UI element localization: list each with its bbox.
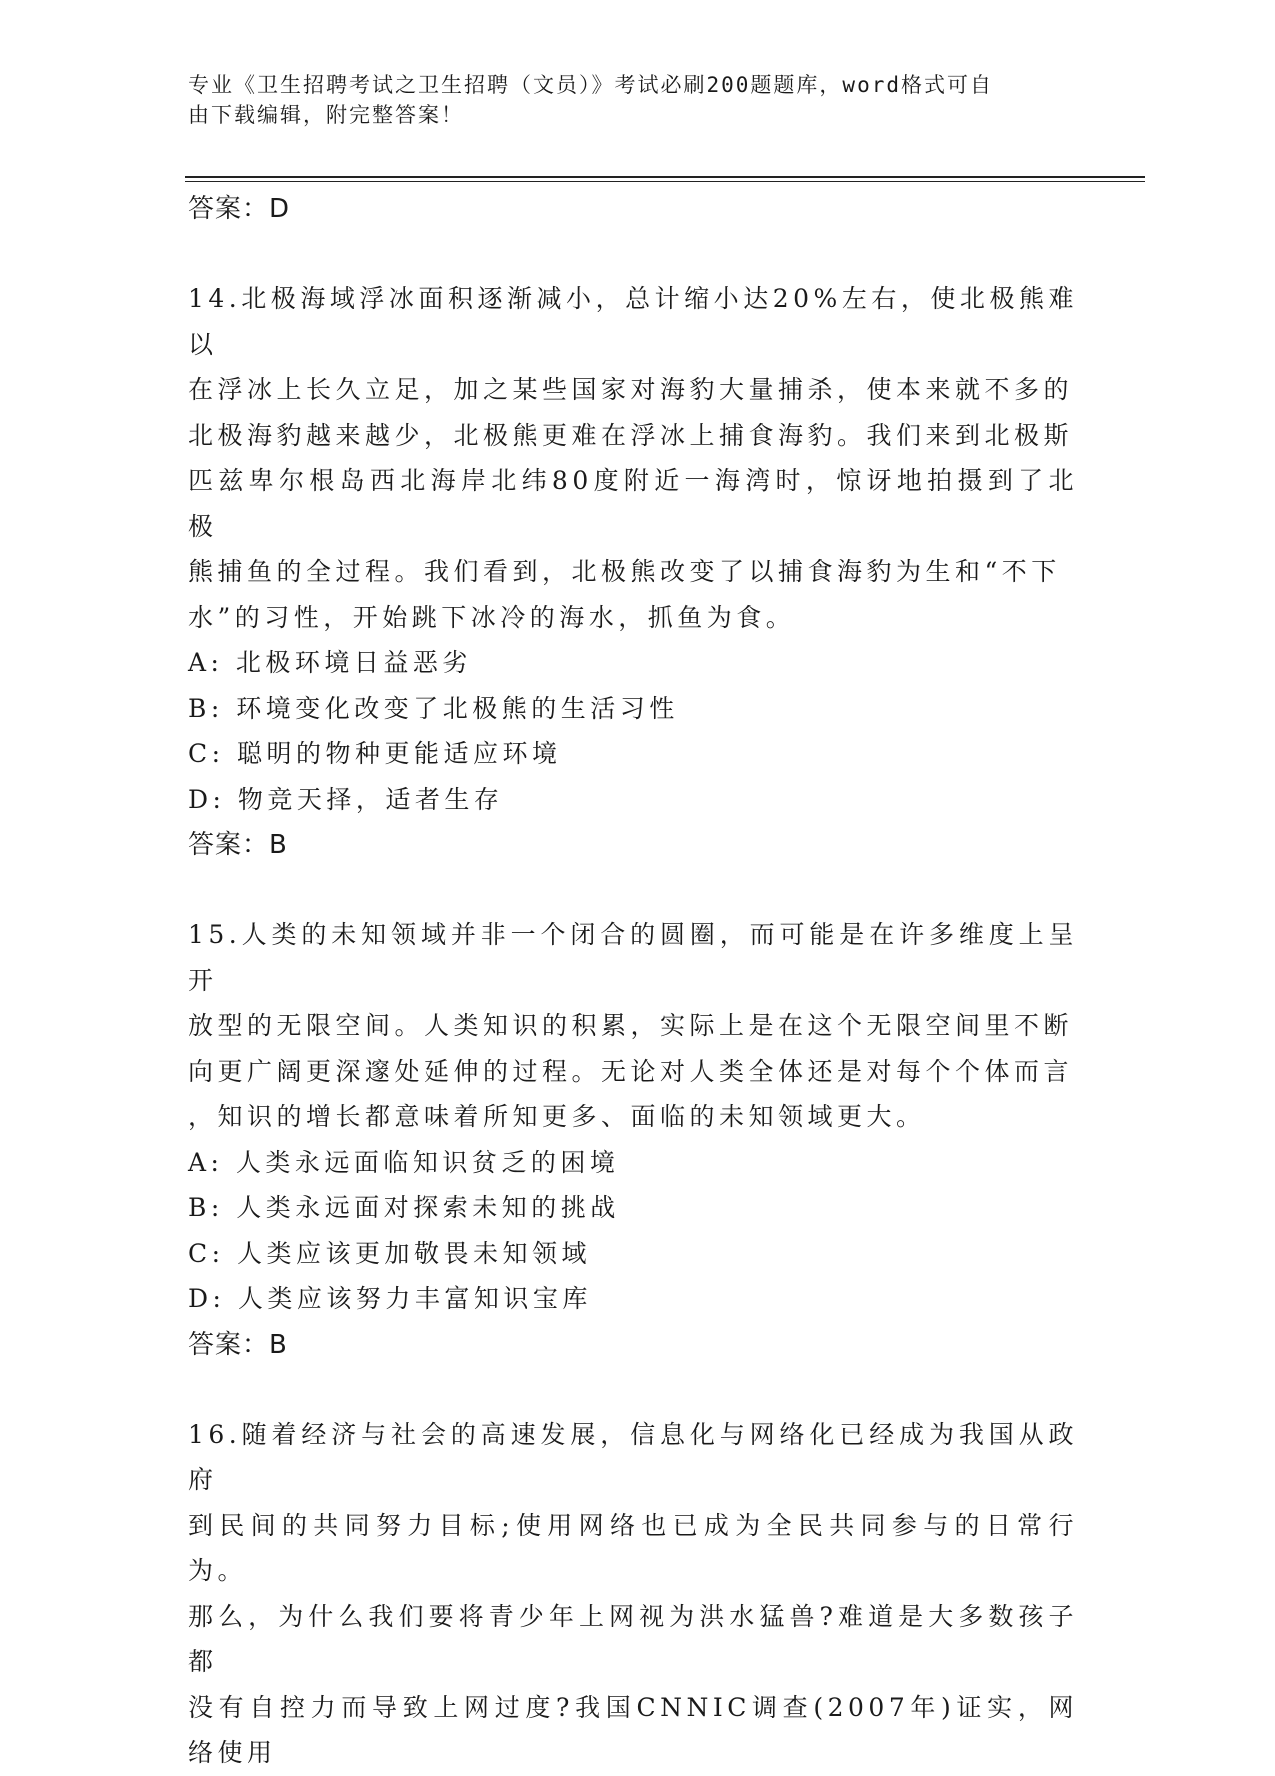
option-b: B: 人类永远面对探索未知的挑战 — [188, 1193, 620, 1222]
option-a: A: 人类永远面临知识贫乏的困境 — [188, 1147, 620, 1177]
stem-line: 在浮冰上长久立足，加之某些国家对海豹大量捕杀，使本来就不多的 — [188, 375, 1074, 404]
header-rule-thin — [185, 181, 1145, 182]
previous-answer: 答案：D — [188, 194, 291, 224]
stem-line: 没有自控力而导致上网过度?我国CNNIC调查(2007年)证实，网络使用 — [188, 1692, 1078, 1767]
page-content — [188, 186, 1078, 1776]
question-15 — [188, 912, 1078, 1368]
stem-line: 15.人类的未知领域并非一个闭合的圆圈，而可能是在许多维度上呈开 — [188, 920, 1078, 995]
stem-line: 熊捕鱼的全过程。我们看到，北极熊改变了以捕食海豹为生和“不下 — [188, 557, 1061, 586]
stem-line: 水”的习性，开始跳下冰冷的海水，抓鱼为食。 — [188, 602, 796, 632]
header-line-2: 由下载编辑，附完整答案！ — [188, 103, 464, 127]
stem-line: 到民间的共同努力目标;使用网络也已成为全民共同参与的日常行为。 — [188, 1510, 1078, 1585]
option-b: B: 环境变化改变了北极熊的生活习性 — [188, 693, 679, 723]
option-d: D: 物竞天择，适者生存 — [188, 784, 504, 814]
stem-line: 那么，为什么我们要将青少年上网视为洪水猛兽?难道是大多数孩子都 — [188, 1601, 1078, 1676]
option-a: A: 北极环境日益恶劣 — [188, 648, 472, 677]
stem-line: 14.北极海域浮冰面积逐渐减小，总计缩小达20%左右，使北极熊难以 — [188, 284, 1078, 359]
header-line-1: 专业《卫生招聘考试之卫生招聘（文员）》考试必刷200题题库，word格式可自 — [188, 73, 993, 97]
answer-line: 答案：B — [188, 830, 288, 860]
document-header — [188, 70, 1068, 130]
answer-line: 答案：B — [188, 1329, 288, 1360]
option-c: C: 人类应该更加敬畏未知领域 — [188, 1238, 591, 1268]
header-rule-thick — [185, 176, 1145, 178]
question-stem — [188, 912, 1078, 1140]
stem-line: 16.随着经济与社会的高速发展，信息化与网络化已经成为我国从政府 — [188, 1419, 1078, 1494]
stem-line: 向更广阔更深邃处延伸的过程。无论对人类全体还是对每个个体而言 — [188, 1056, 1074, 1086]
option-c: C: 聪明的物种更能适应环境 — [188, 739, 562, 768]
stem-line: 北极海豹越来越少，北极熊更难在浮冰上捕食海豹。我们来到北极斯 — [188, 420, 1074, 450]
option-d: D: 人类应该努力丰富知识宝库 — [188, 1284, 592, 1313]
stem-line: 放型的无限空间。人类知识的积累，实际上是在这个无限空间里不断 — [188, 1011, 1074, 1040]
question-stem — [188, 1412, 1078, 1776]
question-16 — [188, 1412, 1078, 1776]
question-14 — [188, 276, 1078, 868]
stem-line: 匹兹卑尔根岛西北海岸北纬80度附近一海湾时，惊讶地拍摄到了北极 — [188, 466, 1078, 541]
question-stem — [188, 276, 1078, 640]
stem-line: ，知识的增长都意味着所知更多、面临的未知领域更大。 — [188, 1102, 926, 1131]
